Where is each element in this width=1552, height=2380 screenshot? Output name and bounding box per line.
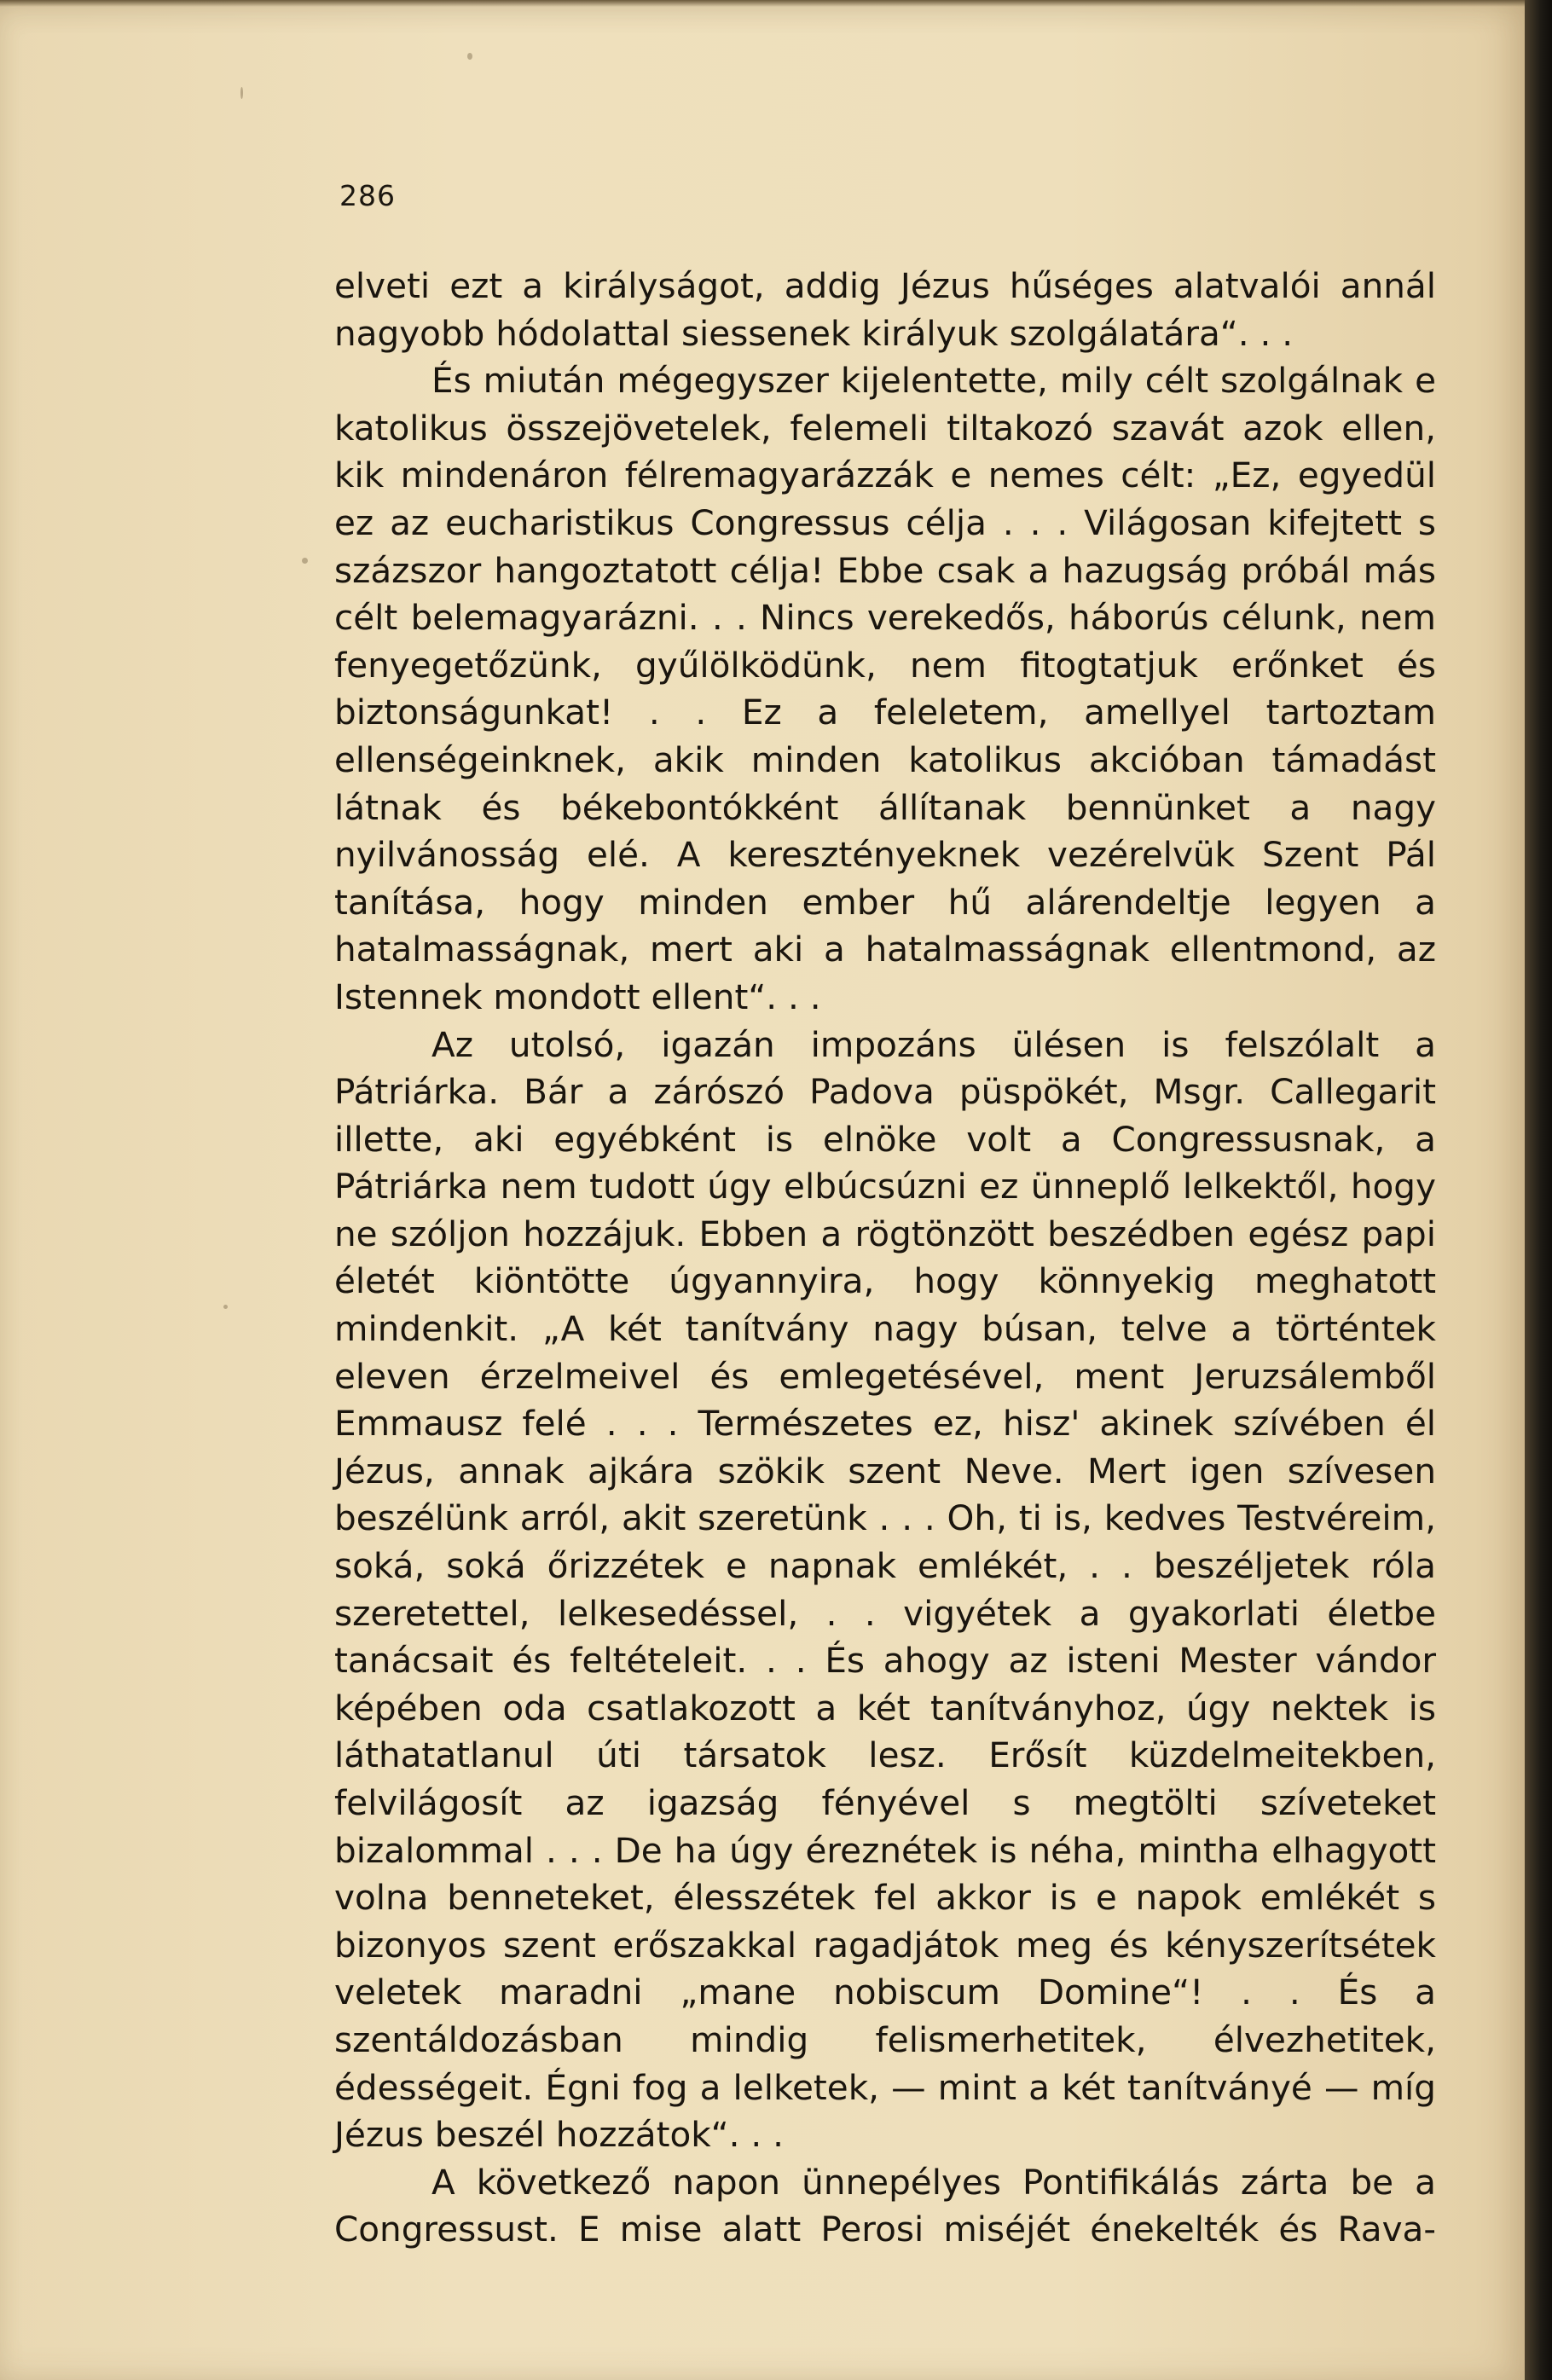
page-number: 286 — [339, 179, 396, 212]
page-top-edge — [0, 0, 1525, 7]
paragraph-2: És miután mégegyszer kijelentette, mily célt szolgálnak e katolikus összejövetelek, felemeli tiltakozó szavát azok ellen, kik mindenáron félremagyarázzák e nemes célt: „Ez, egyedül ez az eucharistikus Congressus célja . . . Világosan kifejtett s százszor hangoztatott célja! Ebbe csak a hazugság próbál más célt belemagyarázni. . . Nincs verekedős, háborús célunk, nem fenyegetőzünk, gyűlölködünk, nem fitogtatjuk erőnket és biztonságunkat! . . Ez a feleletem, amellyel tartoztam ellenségeinknek, akik minden katolikus akcióban támadást látnak és békebontókként állítanak bennünket a nagy nyilvánosság elé. A keresztényeknek vezérelvük Szent Pál tanítása, hogy minden ember hű alárendeltje legyen a hatalmasságnak, mert aki a hatalmasságnak ellentmond, az Istennek mondott ellent“. . . — [334, 360, 1436, 1017]
body-text — [334, 263, 1436, 2254]
book-binding-edge — [1525, 0, 1552, 2380]
paper-speck — [240, 87, 243, 99]
paper-speck — [223, 1305, 228, 1309]
paragraph-1: elveti ezt a királyságot, addig Jézus hűséges alatvalói annál nagyobb hódolattal siessenek királyuk szolgálatára“. . . — [334, 265, 1436, 354]
paragraph-3: Az utolsó, igazán impozáns ülésen is felszólalt a Pátriárka. Bár a zárószó Padova püspökét, Msgr. Callegarit illette, aki egyébként is elnöke volt a Congressusnak, a Pátriárka nem tudott úgy elbúcsúzni ez ünneplő lelkektől, hogy ne szóljon hozzájuk. Ebben a rögtönzött beszédben egész papi életét kiöntötte úgyannyira, hogy könnyekig meghatott mindenkit. „A két tanítvány nagy búsan, telve a történtek eleven érzelmeivel és emlegetésével, ment Jeruzsálemből Emmausz felé . . . Természetes ez, hisz' akinek szívében él Jézus, annak ajkára szökik szent Neve. Mert igen szívesen beszélünk arról, akit szeretünk . . . Oh, ti is, kedves Testvéreim, soká, soká őrizzétek e napnak emlékét, . . beszéljetek róla szeretettel, lelkesedéssel, . . vigyétek a gyakorlati életbe tanácsait és feltételeit. . . És ahogy az isteni Mester vándor képében oda csatlakozott a két tanítványhoz, úgy nektek is láthatatlanul úti társatok lesz. Erősít küzdelmeitekben, felvilágosít az igazság fényével s megtölti szíveteket bizalommal . . . De ha úgy éreznétek is néha, mintha elhagyott volna benneteket, élesszétek fel akkor is e napok emlékét s bizonyos szent erőszakkal ragadjátok meg és kényszerítsétek veletek maradni „mane nobiscum Domine“! . . És a szentáldozásban mindig felismerhetitek, élvezhetitek, édességeit. Égni fog a lelketek, — mint a két tanítványé — míg Jézus beszél hozzátok“. . . — [334, 1023, 1436, 2156]
paper-speck — [467, 53, 472, 60]
paragraph-4: A következő napon ünnepélyes Pontifikálás zárta be a Congressust. E mise alatt Perosi miséjét énekelték és Rava- — [334, 2161, 1436, 2250]
paper-speck — [302, 558, 308, 564]
